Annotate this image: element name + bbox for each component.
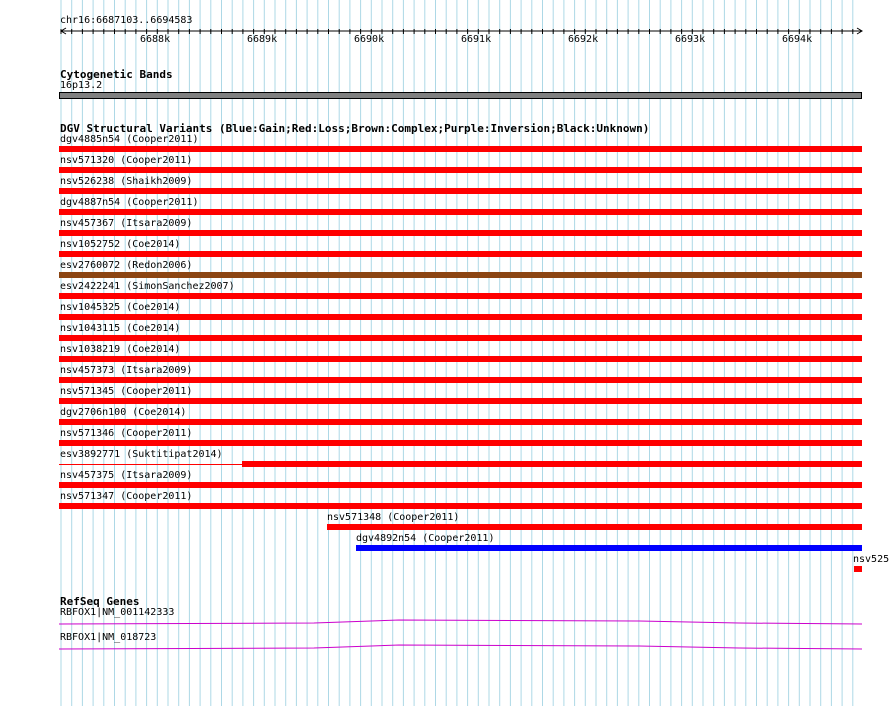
variant-bar[interactable] (59, 167, 862, 173)
variant-bar[interactable] (59, 356, 862, 362)
variant-label: esv2422241 (SimonSanchez2007) (60, 281, 235, 292)
variant-label: dgv4892n54 (Cooper2011) (356, 533, 495, 544)
variant-label: nsv1052752 (Coe2014) (60, 239, 181, 250)
variant-bar[interactable] (854, 566, 862, 572)
variant-label: nsv526238 (Shaikh2009) (60, 176, 193, 187)
ruler-tick-label: 6694k (782, 34, 813, 45)
refseq-track-title: RefSeq Genes (60, 595, 140, 608)
gene-label: RBFOX1|NM_001142333 (60, 607, 175, 618)
variant-bar[interactable] (59, 440, 862, 446)
variant-label: esv3892771 (Suktitipat2014) (60, 449, 223, 460)
variant-bar[interactable] (59, 251, 862, 257)
cytoband-bar[interactable] (59, 92, 862, 99)
cytoband-label: 16p13.2 (60, 80, 103, 91)
variant-label: dgv2706n100 (Coe2014) (60, 407, 187, 418)
variant-bar[interactable] (59, 335, 862, 341)
variant-bar[interactable] (59, 230, 862, 236)
variant-label: nsv457375 (Itsara2009) (60, 470, 193, 481)
variant-bar[interactable] (59, 188, 862, 194)
variant-bar[interactable] (327, 524, 862, 530)
variant-label: nsv571346 (Cooper2011) (60, 428, 193, 439)
variant-bar[interactable] (59, 314, 862, 320)
variant-connector-line (59, 464, 242, 465)
variant-label: nsv571347 (Cooper2011) (60, 491, 193, 502)
variant-bar[interactable] (59, 209, 862, 215)
variant-label: nsv571348 (Cooper2011) (327, 512, 460, 523)
variant-label: nsv571345 (Cooper2011) (60, 386, 193, 397)
variant-bar[interactable] (356, 545, 862, 551)
variant-label: nsv1038219 (Coe2014) (60, 344, 181, 355)
variant-bar[interactable] (59, 419, 862, 425)
variant-label: dgv4887n54 (Cooper2011) (60, 197, 199, 208)
variant-label: nsv457367 (Itsara2009) (60, 218, 193, 229)
ruler-position-label: chr16:6687103..6694583 (60, 15, 193, 26)
ruler-tick-label: 6691k (461, 34, 492, 45)
variant-label: nsv1045325 (Coe2014) (60, 302, 181, 313)
ruler-tick-label: 6693k (675, 34, 706, 45)
ruler-tick-label: 6692k (568, 34, 599, 45)
gene-track-rbfox1-nm-001142333[interactable] (59, 618, 863, 628)
ruler-tick-label: 6689k (247, 34, 278, 45)
variant-label: nsv571320 (Cooper2011) (60, 155, 193, 166)
ruler-tick-label: 6688k (140, 34, 171, 45)
variant-label: nsv457373 (Itsara2009) (60, 365, 193, 376)
gene-track-rbfox1-nm-018723[interactable] (59, 643, 863, 653)
variant-label: nsv525 (853, 554, 890, 565)
variant-bar[interactable] (59, 293, 862, 299)
variant-bar[interactable] (59, 503, 862, 509)
ruler-tick-label: 6690k (354, 34, 385, 45)
variant-label: nsv1043115 (Coe2014) (60, 323, 181, 334)
variant-bar[interactable] (242, 461, 862, 467)
variant-label: esv2760072 (Redon2006) (60, 260, 193, 271)
variant-bar[interactable] (59, 146, 862, 152)
dgv-track-title: DGV Structural Variants (Blue:Gain;Red:Loss;Brown:Complex;Purple:Inversion;Black:Unknown) (60, 122, 650, 135)
ruler-axis[interactable] (0, 26, 890, 40)
variant-bar[interactable] (59, 482, 862, 488)
variant-bar[interactable] (59, 398, 862, 404)
variant-label: dgv4885n54 (Cooper2011) (60, 134, 199, 145)
cytoband-track-title: Cytogenetic Bands (60, 68, 173, 81)
variant-bar[interactable] (59, 377, 862, 383)
variant-bar[interactable] (59, 272, 862, 278)
gene-label: RBFOX1|NM_018723 (60, 632, 157, 643)
